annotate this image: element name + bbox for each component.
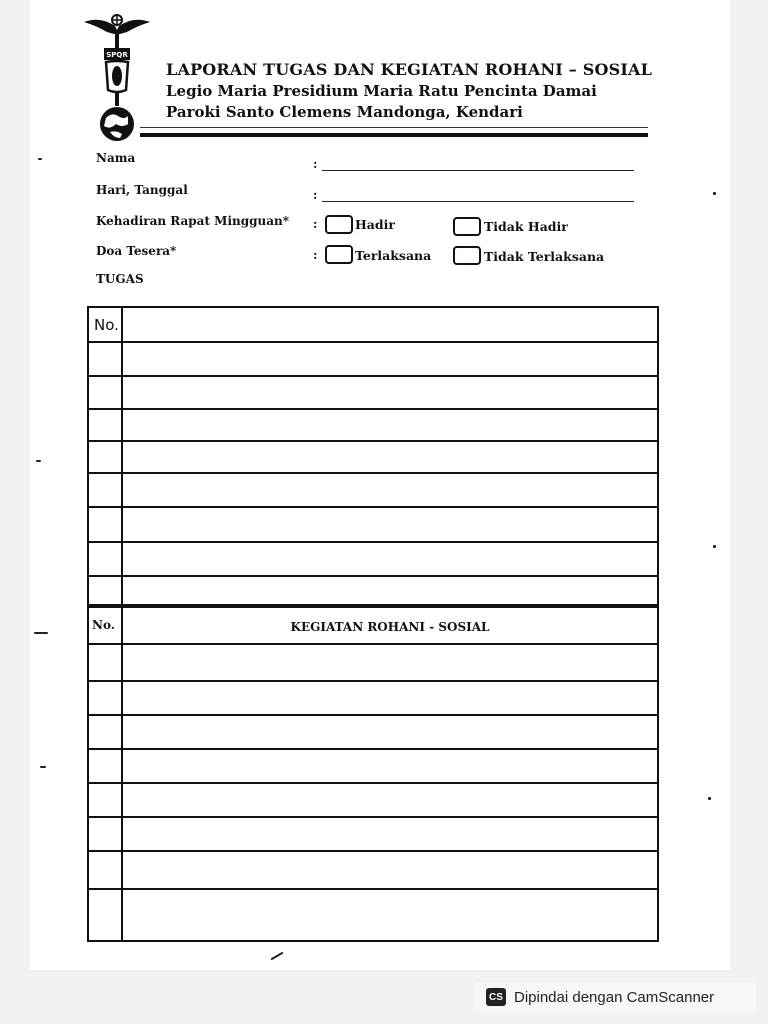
terlaksana-checkbox[interactable] <box>325 245 353 264</box>
nama-field[interactable] <box>322 170 634 171</box>
camscanner-text: Dipindai dengan CamScanner <box>514 988 715 1006</box>
table-row-line <box>89 714 657 716</box>
table-row-line <box>89 375 657 377</box>
kegiatan-table <box>87 606 659 942</box>
tugas-no-header: No. <box>94 316 119 334</box>
table-row-line <box>89 782 657 784</box>
tidak-terlaksana-checkbox[interactable] <box>453 246 481 265</box>
scan-speck <box>713 545 716 548</box>
table-row-line <box>89 680 657 682</box>
scan-speck <box>713 192 716 195</box>
legio-maria-vexillum-logo <box>82 12 152 144</box>
doa-colon: : <box>313 248 318 262</box>
table-row-line <box>89 408 657 410</box>
scan-speck <box>36 460 41 462</box>
table-row-line <box>89 440 657 442</box>
scan-speck <box>34 632 48 634</box>
table-row-line <box>89 816 657 818</box>
kehadiran-colon: : <box>313 217 318 231</box>
tidak-terlaksana-option-label: Tidak Terlaksana <box>484 249 605 264</box>
camscanner-badge <box>474 982 756 1012</box>
table-row-line <box>89 575 657 577</box>
parish-name: Paroki Santo Clemens Mandonga, Kendari <box>166 103 523 121</box>
table-row-line <box>89 888 657 890</box>
presidium-name: Legio Maria Presidium Maria Ratu Pencinta Damai <box>166 82 597 100</box>
table-row-line <box>89 748 657 750</box>
kehadiran-label: Kehadiran Rapat Mingguan* <box>96 214 290 228</box>
kegiatan-table-title: KEGIATAN ROHANI - SOSIAL <box>290 620 490 634</box>
tugas-section-label: TUGAS <box>96 272 144 286</box>
tugas-no-column-divider <box>121 308 123 604</box>
nama-label: Nama <box>96 151 136 165</box>
report-title: LAPORAN TUGAS DAN KEGIATAN ROHANI – SOSIAL <box>166 60 653 79</box>
header-rule-thin <box>140 127 648 128</box>
nama-colon: : <box>313 157 318 171</box>
scan-speck <box>708 797 711 800</box>
tanggal-label: Hari, Tanggal <box>96 183 188 197</box>
doa-tesera-label: Doa Tesera* <box>96 244 177 258</box>
kegiatan-no-header: No. <box>92 618 115 632</box>
table-row-line <box>89 506 657 508</box>
hadir-checkbox[interactable] <box>325 215 353 234</box>
kegiatan-no-column-divider <box>121 608 123 940</box>
table-row-line <box>89 643 657 645</box>
camscanner-icon: CS <box>486 988 506 1006</box>
report-header <box>166 60 652 124</box>
scan-speck <box>40 766 46 768</box>
tugas-table <box>87 306 659 606</box>
hadir-option-label: Hadir <box>355 217 395 232</box>
tidak-hadir-option-label: Tidak Hadir <box>484 219 568 234</box>
scan-speck <box>38 158 42 160</box>
terlaksana-option-label: Terlaksana <box>355 248 432 263</box>
tanggal-field[interactable] <box>322 201 634 202</box>
logo-banner-text: SPQR <box>106 51 128 59</box>
tidak-hadir-checkbox[interactable] <box>453 217 481 236</box>
tanggal-colon: : <box>313 188 318 202</box>
table-row-line <box>89 341 657 343</box>
header-rule-thick <box>140 133 648 137</box>
table-row-line <box>89 541 657 543</box>
table-row-line <box>89 472 657 474</box>
table-row-line <box>89 850 657 852</box>
